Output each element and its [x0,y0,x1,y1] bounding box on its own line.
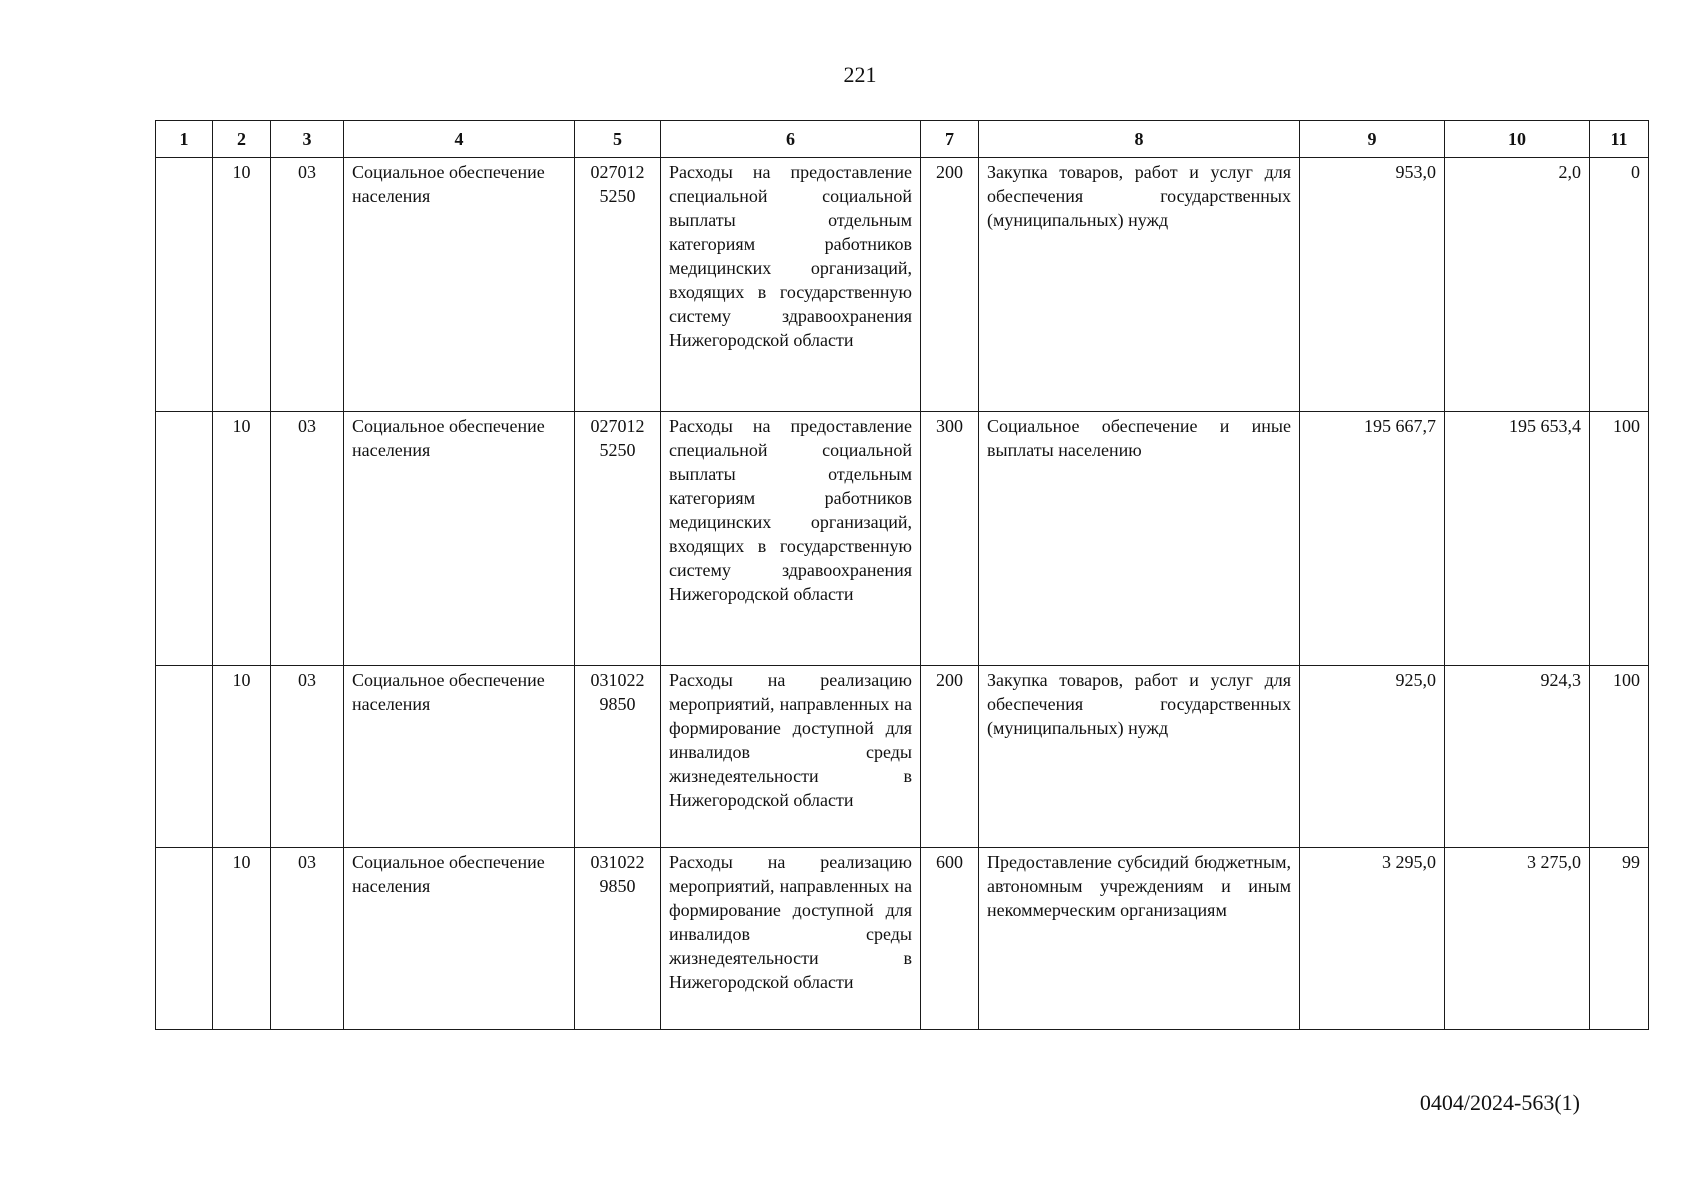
cell-target-code: 027012 5250 [575,412,661,666]
header-col-1: 1 [156,121,213,158]
header-col-3: 3 [271,121,344,158]
cell-section: 10 [213,848,271,1030]
header-col-4: 4 [344,121,575,158]
cell-section-name: Социальное обеспечение населения [344,848,575,1030]
cell-section: 10 [213,412,271,666]
cell-actual: 2,0 [1445,158,1590,412]
cell-section-name: Социальное обеспечение населения [344,158,575,412]
cell-expense-type-name: Закупка товаров, работ и услуг для обеспечения государственных (муниципальных) нужд [979,666,1300,848]
header-col-11: 11 [1590,121,1649,158]
header-col-2: 2 [213,121,271,158]
cell-percent: 100 [1590,666,1649,848]
cell-col-1 [156,666,213,848]
cell-target-code: 031022 9850 [575,666,661,848]
cell-expense-type: 200 [921,158,979,412]
cell-target-code: 031022 9850 [575,848,661,1030]
cell-expense-type: 600 [921,848,979,1030]
table-row [156,412,1649,666]
cell-target-name: Расходы на предоставление специальной социальной выплаты отдельным категориям работников медицинских организаций, входящих в государственную систему здравоохранения Нижегородской области [661,158,921,412]
cell-section: 10 [213,666,271,848]
budget-table [155,120,1649,1030]
header-col-8: 8 [979,121,1300,158]
cell-section-name: Социальное обеспечение населения [344,666,575,848]
cell-percent: 0 [1590,158,1649,412]
page-number: 221 [843,62,877,87]
table-row [156,666,1649,848]
cell-section-name: Социальное обеспечение населения [344,412,575,666]
header-col-9: 9 [1300,121,1445,158]
cell-section: 10 [213,158,271,412]
header-col-6: 6 [661,121,921,158]
cell-target-name: Расходы на предоставление специальной социальной выплаты отдельным категориям работников медицинских организаций, входящих в государственную систему здравоохранения Нижегородской области [661,412,921,666]
cell-subsection: 03 [271,412,344,666]
table-row [156,158,1649,412]
document-code: 0404/2024-563(1) [1419,1090,1580,1115]
cell-actual: 195 653,4 [1445,412,1590,666]
cell-subsection: 03 [271,666,344,848]
header-col-5: 5 [575,121,661,158]
cell-planned: 3 295,0 [1300,848,1445,1030]
cell-percent: 99 [1590,848,1649,1030]
header-col-7: 7 [921,121,979,158]
cell-col-1 [156,412,213,666]
cell-col-1 [156,158,213,412]
cell-target-code: 027012 5250 [575,158,661,412]
cell-target-name: Расходы на реализацию мероприятий, направленных на формирование доступной для инвалидов среды жизнедеятельности в Нижегородской области [661,666,921,848]
cell-subsection: 03 [271,158,344,412]
cell-expense-type: 200 [921,666,979,848]
cell-planned: 195 667,7 [1300,412,1445,666]
header-row [156,121,1649,158]
cell-col-1 [156,848,213,1030]
cell-actual: 924,3 [1445,666,1590,848]
cell-expense-type-name: Социальное обеспечение и иные выплаты населению [979,412,1300,666]
cell-subsection: 03 [271,848,344,1030]
cell-expense-type-name: Закупка товаров, работ и услуг для обеспечения государственных (муниципальных) нужд [979,158,1300,412]
cell-percent: 100 [1590,412,1649,666]
cell-actual: 3 275,0 [1445,848,1590,1030]
cell-target-name: Расходы на реализацию мероприятий, направленных на формирование доступной для инвалидов среды жизнедеятельности в Нижегородской области [661,848,921,1030]
cell-planned: 925,0 [1300,666,1445,848]
cell-planned: 953,0 [1300,158,1445,412]
cell-expense-type-name: Предоставление субсидий бюджетным, автономным учреждениям и иным некоммерческим организациям [979,848,1300,1030]
cell-expense-type: 300 [921,412,979,666]
table-row [156,848,1649,1030]
header-col-10: 10 [1445,121,1590,158]
